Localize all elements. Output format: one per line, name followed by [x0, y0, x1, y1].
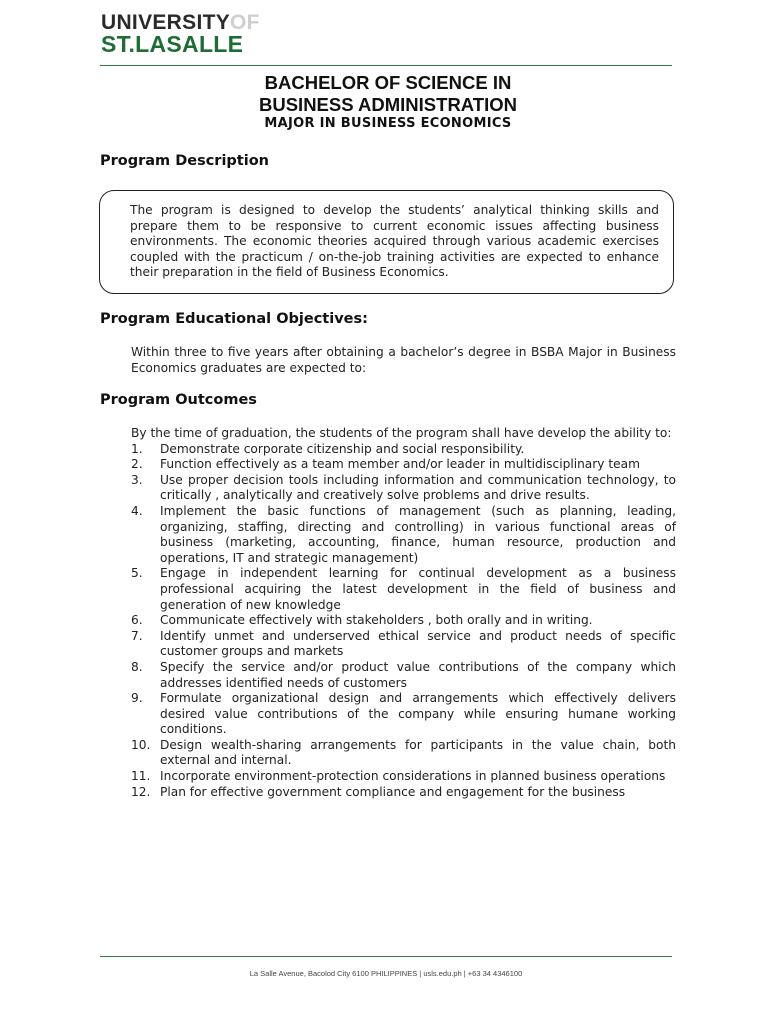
logo-of: OF	[230, 11, 260, 34]
list-item-number: 5.	[131, 566, 143, 581]
objectives-section	[131, 345, 676, 376]
list-item	[131, 473, 676, 504]
list-item-text: Demonstrate corporate citizenship and social responsibility.	[160, 441, 525, 456]
list-item-text: Use proper decision tools including information and communication technology, to critically , analytically and creatively solve problems and drive results.	[160, 472, 676, 503]
list-item	[131, 504, 676, 566]
program-description-text: The program is designed to develop the students’ analytical thinking skills and prepare them to be responsive to current economic issues affecting business environments. The economic theories acquired through various academic exercises coupled with the practicum / on-the-job training activities are expected to enhance their preparation in the field of Business Economics.	[130, 203, 659, 280]
list-item-text: Specify the service and/or product value contributions of the company which addresses identified needs of customers	[160, 659, 676, 690]
list-item	[131, 738, 676, 769]
outcomes-section	[131, 426, 676, 800]
list-item-text: Formulate organizational design and arrangements which effectively delivers desired value contributions of the company while ensuring humane working conditions.	[160, 691, 676, 737]
university-logo	[101, 12, 260, 56]
list-item-number: 7.	[131, 628, 143, 643]
list-item-text: Function effectively as a team member and/or leader in multidisciplinary team	[160, 457, 640, 472]
footer-divider	[100, 956, 672, 957]
list-item-number: 12.	[131, 784, 151, 799]
list-item	[131, 660, 676, 691]
list-item	[131, 613, 676, 629]
list-item-number: 2.	[131, 457, 143, 472]
title-subtitle: MAJOR IN BUSINESS ECONOMICS	[264, 116, 512, 131]
list-item-text: Implement the basic functions of management (such as planning, leading, organizing, staffing, directing and controlling) in various functional areas of business (marketing, accounting, finance, human resource, production and operations, IT and strategic management)	[160, 503, 676, 565]
logo-line-university: UNIVERSITYOF	[101, 11, 260, 34]
list-item-number: 10.	[131, 737, 151, 752]
footer-contact: La Salle Avenue, Bacolod City 6100 PHILIPPINES | usls.edu.ph | +63 34 4346100	[249, 969, 523, 978]
list-item	[131, 629, 676, 660]
title-line-2: BUSINESS ADMINISTRATION	[259, 94, 517, 115]
program-description-box	[99, 190, 674, 294]
logo-line-stlasalle: ST.LASALLE	[101, 31, 244, 57]
list-item	[131, 442, 676, 458]
list-item-number: 8.	[131, 659, 143, 674]
list-item-text: Engage in independent learning for continual development as a business professional acquiring the latest development in the field of business and generation of new knowledge	[160, 566, 676, 612]
objectives-heading: Program Educational Objectives:	[100, 311, 368, 327]
list-item	[131, 769, 676, 785]
list-item	[131, 566, 676, 613]
list-item-text: Plan for effective government compliance and engagement for the business	[160, 784, 626, 799]
objectives-text: Within three to five years after obtaining a bachelor’s degree in BSBA Major in Business Economics graduates are expected to:	[131, 345, 676, 375]
outcomes-heading: Program Outcomes	[100, 392, 257, 408]
list-item-number: 6.	[131, 613, 143, 628]
list-item	[131, 457, 676, 473]
list-item-number: 4.	[131, 503, 143, 518]
document-title-block	[100, 72, 676, 131]
list-item-number: 1.	[131, 441, 143, 456]
list-item-text: Identify unmet and underserved ethical service and product needs of specific customer groups and markets	[160, 628, 676, 659]
list-item-text: Incorporate environment-protection considerations in planned business operations	[160, 769, 666, 784]
outcomes-intro: By the time of graduation, the students of the program shall have develop the ability to:	[131, 426, 672, 440]
list-item-number: 9.	[131, 691, 143, 706]
list-item	[131, 785, 676, 801]
outcomes-list	[131, 442, 676, 801]
header-divider	[100, 65, 672, 66]
title-line-1: BACHELOR OF SCIENCE IN	[264, 72, 512, 93]
list-item-text: Communicate effectively with stakeholders , both orally and in writing.	[160, 613, 593, 628]
list-item	[131, 691, 676, 738]
list-item-number: 11.	[131, 769, 151, 784]
list-item-text: Design wealth-sharing arrangements for participants in the value chain, both external and internal.	[160, 737, 676, 768]
program-description-heading: Program Description	[100, 153, 269, 169]
list-item-number: 3.	[131, 472, 143, 487]
